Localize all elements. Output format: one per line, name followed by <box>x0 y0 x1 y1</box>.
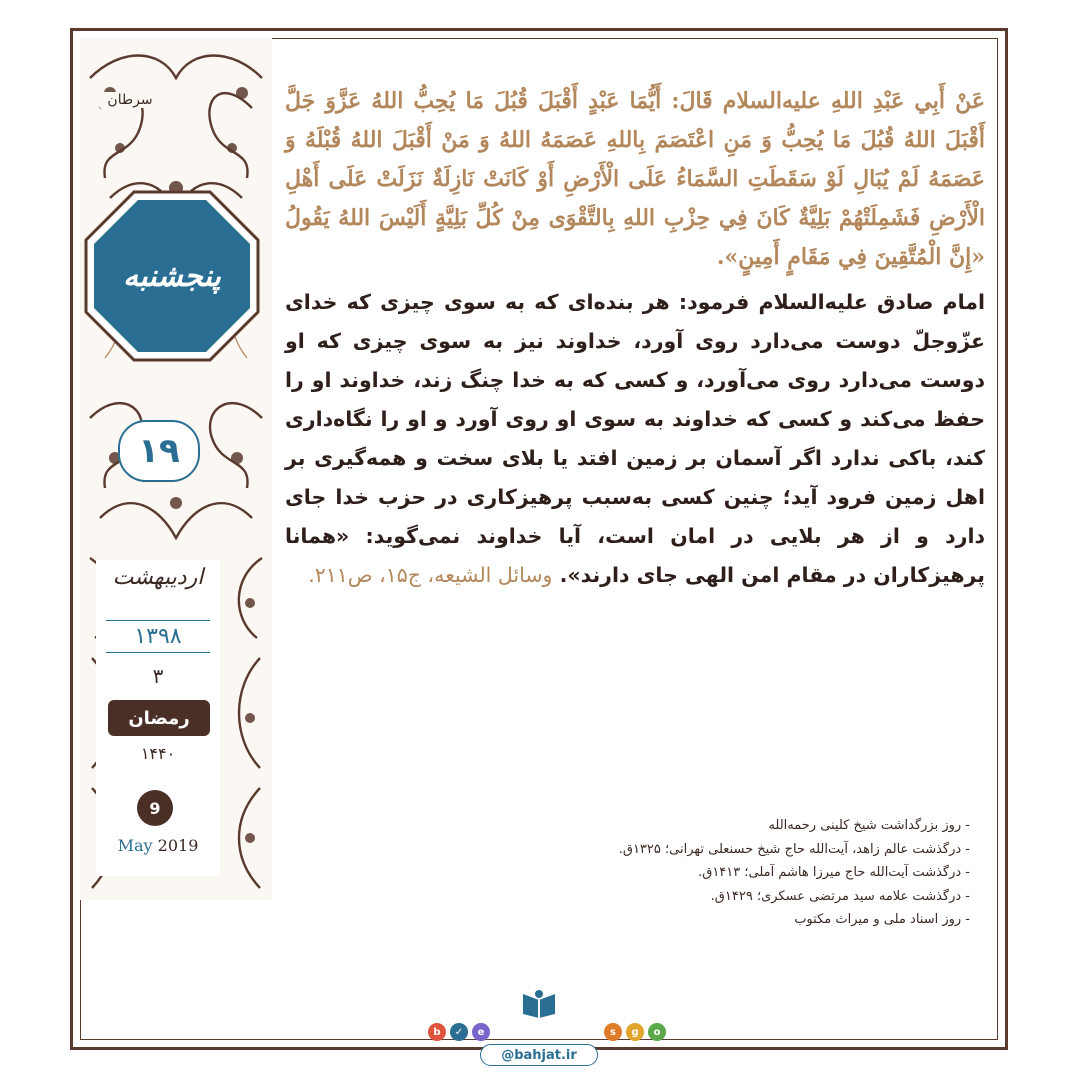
event-item: - درگذشت آیت‌الله حاج میرزا هاشم آملی؛ ۱۴۱۳ق. <box>698 865 970 880</box>
telegram-icon[interactable]: ✓ <box>450 1023 468 1041</box>
persian-line: می‌دارد روی می‌آورد، و کسی که به خدا چنگ زند، خداوند او را حفظ <box>285 368 986 431</box>
hijri-month-badge: رمضان <box>108 700 210 736</box>
persian-line: دوست می‌دارد روی آورد، خداوند نیز به سوی چیزی که او دوست <box>285 329 985 392</box>
solar-month: اردیبهشت <box>112 565 204 590</box>
persian-line: زمین فرود آید؛ چنین کسی به‌سبب پرهیزکاری در حزب خدا جای دارد <box>285 485 985 548</box>
events-list <box>470 814 970 932</box>
solar-year: ۱۳۹۸ <box>106 620 210 653</box>
persian-line: باکی ندارد اگر آسمان بر زمین افتد یا بلای سخت و همه‌گیری بر اهل <box>285 446 985 509</box>
persian-line: مقام امن الهی جای دارند». <box>559 563 837 587</box>
event-item: - روز اسناد ملی و میراث مکتوب <box>794 912 970 927</box>
book-logo-icon <box>521 988 557 1018</box>
eitaa-icon[interactable]: e <box>472 1023 490 1041</box>
hijri-year: ۱۴۴۰ <box>140 744 176 763</box>
arabic-line: نَزَلَتْ عَلَى أَهْلِ الْأَرْضِ فَشَمِلَتْهُمْ بَلِيَّةٌ كَانَ فِي حِزْبِ اللهِ بِالتَّقْوَى مِنْ <box>285 166 985 231</box>
persian-line: می‌کند و کسی که خداوند به سوی او روی آورد و او را نگاه‌داری کند، <box>285 407 986 470</box>
arabic-line: عَنْ أَبِي عَبْدِ اللهِ علیه‌السلام قَالَ: أَيُّمَا عَبْدٍ أَقْبَلَ قُبُلَ مَا يُحِبُّ اللهُ عَزَّوَ جَلَّ <box>285 88 985 114</box>
weekday-label: پنجشنبه <box>123 258 221 294</box>
persian-line: و از هر بلایی در امان است، آیا خداوند نمی‌گوید: «همانا پرهیزکاران در <box>285 524 985 587</box>
bale-icon[interactable]: b <box>428 1023 446 1041</box>
arabic-line: كُلِّ بَلِيَّةٍ أَلَيْسَ اللهُ يَقُولُ «إِنَّ الْمُتَّقِينَ فِي مَقَامٍ أَمِينٍ». <box>285 205 985 270</box>
source-reference: وسائل الشیعه، ج۱۵، ص۲۱۱. <box>308 563 553 587</box>
arabic-hadith <box>285 82 985 277</box>
gregorian-month: May <box>117 836 153 855</box>
social-handle[interactable]: @bahjat.ir <box>480 1044 598 1066</box>
soroush-icon[interactable]: s <box>604 1023 622 1041</box>
gregorian-year: 2019 <box>157 836 199 855</box>
persian-translation <box>285 283 985 595</box>
hijri-day: ۳ <box>152 664 164 688</box>
persian-line: امام صادق علیه‌السلام فرمود: هر بنده‌ای که به سوی چیزی که خدای عزّوجلّ <box>285 290 985 353</box>
igap-icon[interactable]: g <box>626 1023 644 1041</box>
event-item: - روز بزرگداشت شیخ کلینی رحمه‌الله <box>768 818 970 833</box>
event-item: - درگذشت علامه سید مرتضی عسکری؛ ۱۴۲۹ق. <box>710 888 970 904</box>
arabic-line: أَقْبَلَ اللهُ قُبُلَ مَا يُحِبُّ وَ مَنِ اعْتَصَمَ بِاللهِ عَصَمَهُ اللهُ وَ مَنْ أَقْبَلَ اللهُ <box>350 127 985 153</box>
gregorian-month-year <box>96 836 220 855</box>
gregorian-day: 9 <box>137 790 173 826</box>
arabic-line: قُبْلَهُ وَ عَصَمَهُ لَمْ يُبَالِ لَوْ سَقَطَتِ السَّمَاءُ عَلَى الْأَرْضِ أَوْ كَانَتْ نَازِلَةٌ <box>285 127 985 192</box>
event-item: - درگذشت عالم زاهد، آیت‌الله حاج شیخ حسنعلی تهرانی؛ ۱۳۲۵ق. <box>618 841 970 857</box>
gap-icon[interactable]: o <box>648 1023 666 1041</box>
hadith-content <box>285 82 985 595</box>
day-number: ۱۹ <box>118 420 200 482</box>
solar-month-sign: سرطان <box>100 92 160 108</box>
